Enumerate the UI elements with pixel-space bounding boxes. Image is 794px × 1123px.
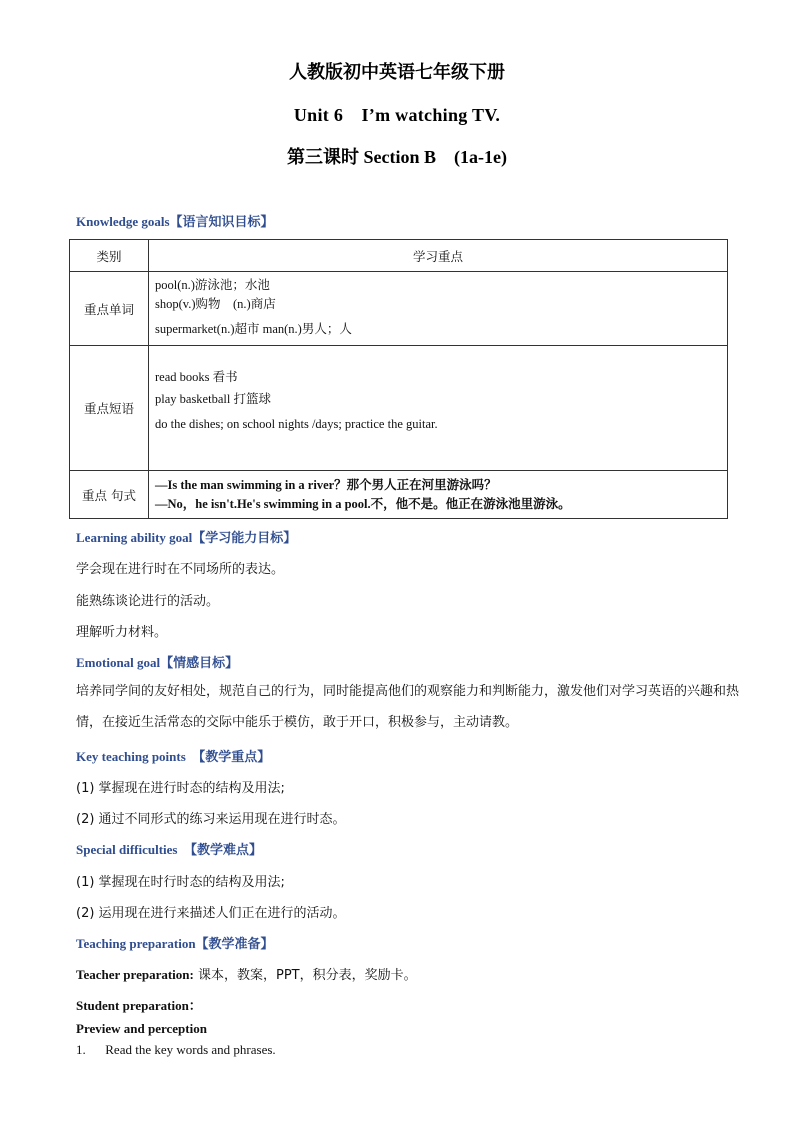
content-line: read books 看书 bbox=[155, 370, 238, 384]
lesson-title: 第三课时 Section B (1a-1e) bbox=[287, 147, 507, 167]
preview-item-number: 1. bbox=[76, 1042, 86, 1057]
row-content bbox=[149, 471, 728, 519]
student-preparation-label: Student preparation： bbox=[76, 998, 202, 1013]
content-line: supermarket(n.)超市 man(n.)男人；人 bbox=[155, 322, 352, 336]
key-point-item: (2) 通过不同形式的练习来运用现在进行时态。 bbox=[76, 812, 346, 827]
preview-item bbox=[76, 1042, 276, 1058]
preview-heading: Preview and perception bbox=[76, 1021, 207, 1036]
table-header-row bbox=[70, 240, 728, 272]
learning-item: 学会现在进行时在不同场所的表达。 bbox=[76, 562, 285, 577]
preparation-heading: Teaching preparation【教学准备】 bbox=[76, 936, 274, 951]
difficulty-item: (2) 运用现在进行来描述人们正在进行的活动。 bbox=[76, 906, 346, 921]
difficulties-heading: Special difficulties 【教学难点】 bbox=[76, 842, 262, 857]
table-row bbox=[70, 346, 728, 471]
header-focus: 学习重点 bbox=[149, 240, 728, 272]
unit-title: Unit 6 I’m watching TV. bbox=[293, 105, 501, 125]
knowledge-table bbox=[69, 239, 728, 519]
header-category: 类别 bbox=[70, 240, 149, 272]
table-row bbox=[70, 272, 728, 346]
content-line: play basketball 打篮球 bbox=[155, 392, 271, 406]
difficulty-item: (1) 掌握现在时行时态的结构及用法; bbox=[76, 875, 285, 890]
book-title: 人教版初中英语七年级下册 bbox=[289, 62, 505, 82]
table-row bbox=[70, 471, 728, 519]
knowledge-goals-heading: Knowledge goals【语言知识目标】 bbox=[76, 214, 274, 229]
key-point-item: (1) 掌握现在进行时态的结构及用法; bbox=[76, 781, 285, 796]
content-line: do the dishes; on school nights /days; practice the guitar. bbox=[155, 417, 438, 431]
learning-item: 理解听力材料。 bbox=[76, 625, 168, 640]
emotional-text: 培养同学间的友好相处，规范自己的行为，同时能提高他们的观察能力和判断能力，激发他们对学习英语的兴趣和热情，在接近生活常态的交际中能乐于模仿，敢于开口，积极参与，主动请教。 bbox=[76, 684, 740, 730]
key-points-heading: Key teaching points 【教学重点】 bbox=[76, 749, 271, 764]
row-content bbox=[149, 346, 728, 471]
learning-ability-heading: Learning ability goal【学习能力目标】 bbox=[76, 530, 297, 545]
row-category: 重点单词 bbox=[70, 272, 149, 346]
row-category: 重点 句式 bbox=[70, 471, 149, 519]
content-line: pool(n.)游泳池；水池 bbox=[155, 278, 270, 292]
emotional-goal-heading: Emotional goal【情感目标】 bbox=[76, 655, 239, 670]
row-category: 重点短语 bbox=[70, 346, 149, 471]
teacher-preparation-label: Teacher preparation: bbox=[76, 967, 194, 982]
row-content bbox=[149, 272, 728, 346]
content-line: —No，he isn't.He's swimming in a pool.不，他不是。他正在游泳池里游泳。 bbox=[155, 496, 571, 511]
teacher-preparation-text: 课本，教案，PPT，积分表，奖励卡。 bbox=[197, 968, 417, 983]
preview-item-text: Read the key words and phrases. bbox=[105, 1042, 276, 1057]
content-line: shop(v.)购物 (n.)商店 bbox=[155, 297, 276, 311]
learning-item: 能熟练谈论进行的活动。 bbox=[76, 594, 220, 609]
teacher-preparation bbox=[76, 964, 417, 983]
content-line: —Is the man swimming in a river？那个男人正在河里游泳吗？ bbox=[155, 477, 497, 492]
